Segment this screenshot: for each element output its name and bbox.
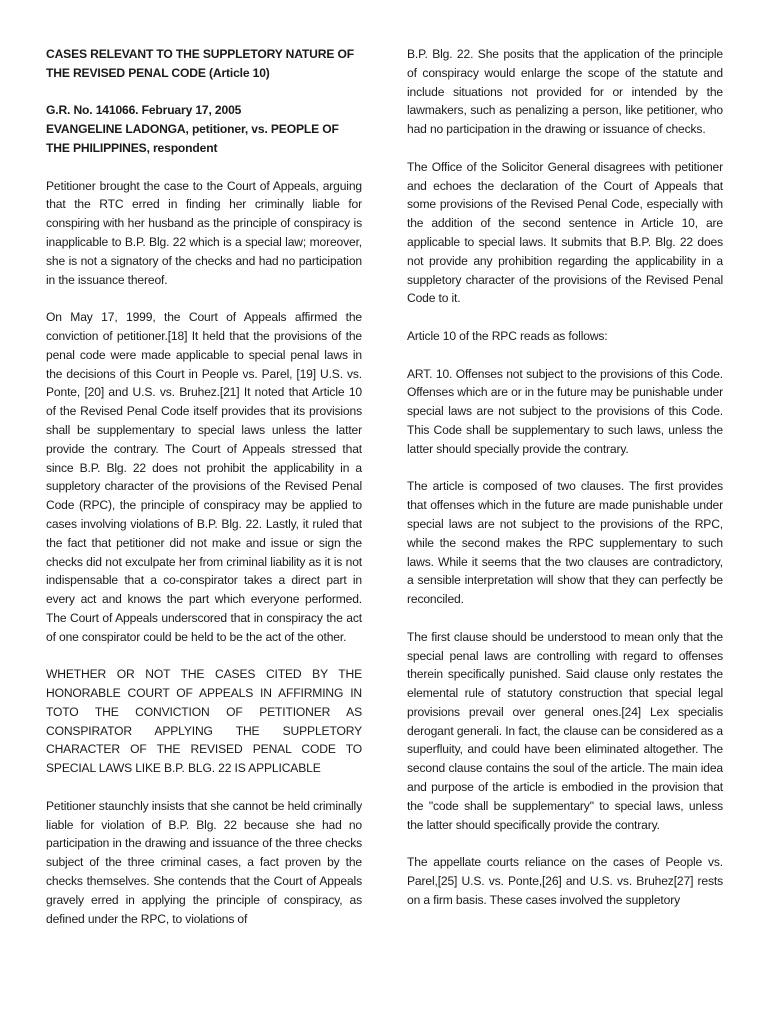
paragraph: On May 17, 1999, the Court of Appeals affirmed the conviction of petitioner.[18] It held that the provisions of the penal code were made applicable to special penal laws in the decisions of this Court in People vs. Parel, [19] U.S. vs. Ponte, [20] and U.S. vs. Bruhez.[21] It noted that Article 10 of the Revised Penal Code itself provides that its provisions shall be supplementary to special laws unless the latter provide the contrary. The Court of Appeals stressed that since B.P. Blg. 22 does not prohibit the applicability in a suppletory character of the provisions of the Revised Penal Code (RPC), the principle of conspiracy may be applied to cases involving violations of B.P. Blg. 22. Lastly, it ruled that the fact that petitioner did not make and issue or sign the checks did not exculpate her from criminal liability as it is not indispensable that a co-conspirator takes a direct part in every act and knows the part which everyone performed. The Court of Appeals underscored that in conspiracy the act of one conspirator could be held to be the act of the other. [46, 310, 362, 644]
document-title: CASES RELEVANT TO THE SUPPLETORY NATURE OF THE REVISED PENAL CODE (Article 10) [46, 47, 354, 80]
paragraph: The first clause should be understood to mean only that the special penal laws are controlling with regard to offenses therein specifically punished. Said clause only restates the elemental rule of statutory construction that special legal provisions prevail over general ones.[24] Lex specialis derogant generali. In fact, the clause can be considered as a superfluity, and could have been eliminated altogether. The second clause contains the soul of the article. The main idea and purpose of the article is embodied in the provision that the "code shall be supplementary" to special laws, unless the latter should specifically provide the contrary. [407, 629, 723, 832]
paragraph: Petitioner staunchly insists that she cannot be held criminally liable for violation of B.P. Blg. 22 because she had no participation in the drawing and issuance of the three checks subject of the three criminal cases, a fact proven by the checks themselves. She contends that the Court of Appeals gravely erred in applying the principle of conspiracy, as defined under the RPC, to violations of [46, 798, 362, 926]
paragraph: The article is composed of two clauses. The first provides that offenses which in the future are made punishable under special laws are not subject to the provisions of the RPC, while the second makes the RPC supplementary to such laws. While it seems that the two clauses are contradictory, a sensible interpretation will show that they can perfectly be reconciled. [407, 479, 723, 607]
right-column [407, 45, 723, 928]
paragraph: The appellate courts reliance on the cases of People vs. Parel,[25] U.S. vs. Ponte,[26] and U.S. vs. Bruhez[27] rests on a firm basis. These cases involved the suppletory [407, 855, 723, 907]
article-quote: ART. 10. Offenses not subject to the provisions of this Code. Offenses which are or in the future may be punishable under special laws are not subject to the provisions of this Code. This Code shall be supplementary to such laws, unless the latter should specially provide the contrary. [407, 366, 723, 456]
paragraph: The Office of the Solicitor General disagrees with petitioner and echoes the declaration of the Court of Appeals that some provisions of the Revised Penal Code, especially with the addition of the second sentence in Article 10, are applicable to special laws. It submits that B.P. Blg. 22 does not provide any prohibition regarding the applicability in a suppletory character of the provisions of the Revised Penal Code to it. [407, 159, 723, 306]
case-caption [46, 101, 362, 157]
paragraph: Petitioner brought the case to the Court of Appeals, arguing that the RTC erred in finding her criminally liable for conspiring with her husband as the principle of conspiracy is inapplicable to B.P. Blg. 22 which is a special law; moreover, she is not a signatory of the checks and had no participation in the issuance thereof. [46, 178, 362, 287]
case-parties: EVANGELINE LADONGA, petitioner, vs. PEOPLE OF THE PHILIPPINES, respondent [46, 122, 339, 155]
left-column [46, 45, 362, 947]
issue-statement: WHETHER OR NOT THE CASES CITED BY THE HONORABLE COURT OF APPEALS IN AFFIRMING IN TOTO THE CONVICTION OF PETITIONER AS CONSPIRATOR APPLYING THE SUPPLETORY CHARACTER OF THE REVISED PENAL CODE TO SPECIAL LAWS LIKE B.P. BLG. 22 IS APPLICABLE [46, 667, 362, 776]
paragraph: Article 10 of the RPC reads as follows: [407, 328, 608, 343]
paragraph: B.P. Blg. 22. She posits that the application of the principle of conspiracy would enlarge the scope of the statute and include situations not provided for or intended by the lawmakers, such as penalizing a person, like petitioner, who had no participation in the drawing or issuance of checks. [407, 47, 723, 137]
case-number: G.R. No. 141066. February 17, 2005 [46, 103, 242, 118]
